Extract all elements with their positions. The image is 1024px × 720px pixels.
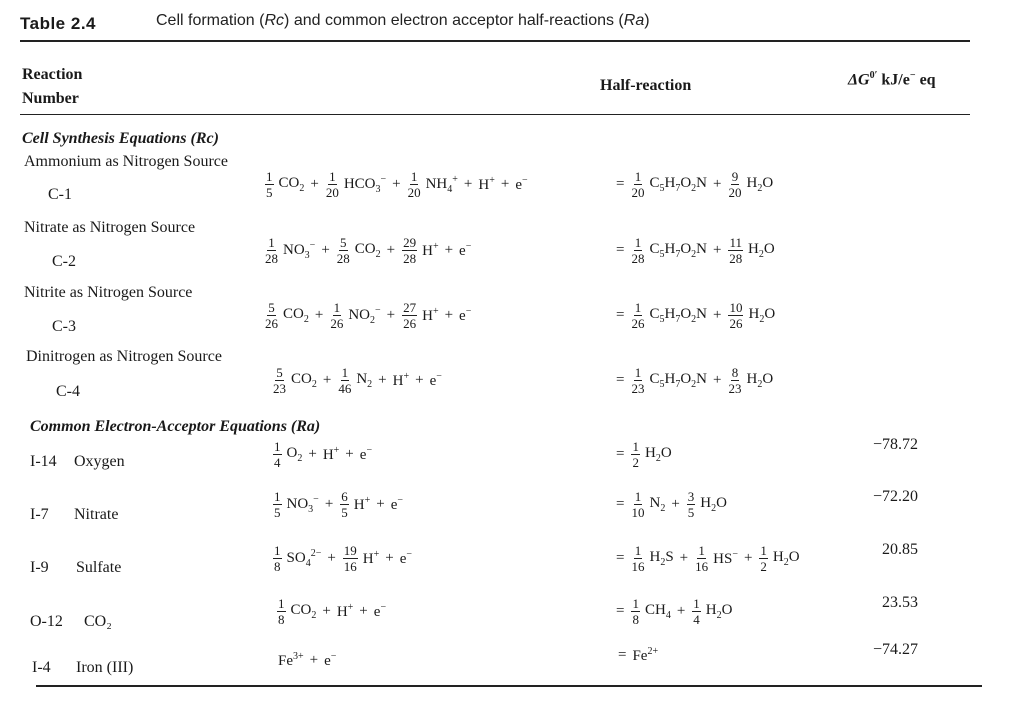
header-half-reaction: Half-reaction bbox=[600, 77, 692, 94]
equation-i4-left: $Fe^{3+}$ + e− bbox=[278, 651, 337, 669]
equation-c4-left: $\frac{5}{23}$ $CO_2$ + $\frac{1}{46}$ $N_2$ + H+ + e− bbox=[273, 365, 442, 396]
table-caption: Cell formation (Rc) and common electron acceptor half-reactions (Ra) bbox=[156, 12, 650, 29]
reaction-id: C-4 bbox=[56, 383, 80, 400]
equation-i14-right: = $\frac{1}{2}$ $H_2O$ bbox=[616, 439, 672, 470]
delta-g-value: 23.53 bbox=[882, 594, 918, 611]
reaction-id: C-2 bbox=[52, 253, 76, 270]
delta-g-value: −78.72 bbox=[872, 436, 918, 453]
equation-i9-left: $\frac{1}{8}$ $SO_4^{2-}$ + $\frac{19}{16}$ H+ + e− bbox=[274, 543, 413, 574]
equation-i7-right: = $\frac{1}{10}$ $N_2$ + $\frac{3}{5}$ $H_2O$ bbox=[616, 489, 727, 520]
header-rule bbox=[20, 114, 970, 115]
header-delta-g: $\Delta G^{0'}$ kJ/e− eq bbox=[848, 70, 936, 89]
equation-i9-right: = $\frac{1}{16}$ $H_2S$ + $\frac{1}{16}$ HS− + $\frac{1}{2}$ $H_2O$ bbox=[616, 543, 800, 574]
equation-c2-right: = $\frac{1}{28}$ $C_5H_7O_2N$ + $\frac{11}{28}$ $H_2O$ bbox=[616, 235, 775, 266]
equation-o12-right: = $\frac{1}{8}$ $CH_4$ + $\frac{1}{4}$ $H_2O$ bbox=[616, 596, 733, 627]
reaction-id: I-7 bbox=[30, 506, 49, 523]
table-number: Table 2.4 bbox=[20, 14, 96, 33]
acceptor-name: Nitrate bbox=[74, 506, 119, 523]
section-acceptors: Common Electron-Acceptor Equations (Ra) bbox=[30, 418, 321, 435]
header-number: Number bbox=[22, 90, 79, 107]
acceptor-name: Sulfate bbox=[76, 559, 122, 576]
equation-i7-left: $\frac{1}{5}$ $NO_3^-$ + $\frac{6}{5}$ H+ + e− bbox=[274, 489, 404, 520]
equation-i4-right: = $Fe^{2+}$ bbox=[618, 646, 659, 664]
equation-c4-right: = $\frac{1}{23}$ $C_5H_7O_2N$ + $\frac{8}{23}$ $H_2O$ bbox=[616, 365, 774, 396]
source-label: Nitrate as Nitrogen Source bbox=[24, 219, 196, 236]
equation-c3-right: = $\frac{1}{26}$ $C_5H_7O_2N$ + $\frac{10}{26}$ $H_2O$ bbox=[616, 300, 776, 331]
section-cell-synthesis: Cell Synthesis Equations (Rc) bbox=[22, 130, 219, 147]
equation-c2-left: $\frac{1}{28}$ $NO_3^-$ + $\frac{5}{28}$ $CO_2$ + $\frac{29}{28}$ H+ + e− bbox=[265, 235, 472, 266]
equation-o12-left: $\frac{1}{8}$ $CO_2$ + H+ + e− bbox=[278, 596, 387, 627]
reaction-id: O-12 bbox=[30, 613, 63, 630]
acceptor-name: Oxygen bbox=[74, 453, 125, 470]
delta-g-value: 20.85 bbox=[882, 541, 918, 558]
source-label: Ammonium as Nitrogen Source bbox=[24, 153, 228, 170]
equation-i14-left: $\frac{1}{4}$ $O_2$ + H+ + e− bbox=[274, 439, 373, 470]
bottom-rule bbox=[36, 685, 982, 687]
reaction-id: I-9 bbox=[30, 559, 49, 576]
top-rule bbox=[20, 40, 970, 42]
equation-c3-left: $\frac{5}{26}$ $CO_2$ + $\frac{1}{26}$ $NO_2^-$ + $\frac{27}{26}$ H+ + e− bbox=[265, 300, 472, 331]
header-reaction: Reaction bbox=[22, 66, 83, 83]
equation-c1-left: $\frac{1}{5}$ $CO_2$ + $\frac{1}{20}$ $HCO_3^-$ + $\frac{1}{20}$ $NH_4^+$ + H+ + e− bbox=[266, 169, 528, 200]
equation-c1-right: = $\frac{1}{20}$ $C_5H_7O_2N$ + $\frac{9}{20}$ $H_2O$ bbox=[616, 169, 774, 200]
delta-g-value: −74.27 bbox=[872, 641, 918, 658]
delta-g-value: −72.20 bbox=[872, 488, 918, 505]
source-label: Nitrite as Nitrogen Source bbox=[24, 284, 193, 301]
acceptor-name: Iron (III) bbox=[76, 659, 134, 676]
reaction-id: I-4 bbox=[32, 659, 51, 676]
reaction-id: I-14 bbox=[30, 453, 57, 470]
reaction-id: C-3 bbox=[52, 318, 76, 335]
acceptor-name: CO₂ bbox=[84, 613, 112, 630]
reaction-id: C-1 bbox=[48, 186, 72, 203]
source-label: Dinitrogen as Nitrogen Source bbox=[26, 348, 222, 365]
